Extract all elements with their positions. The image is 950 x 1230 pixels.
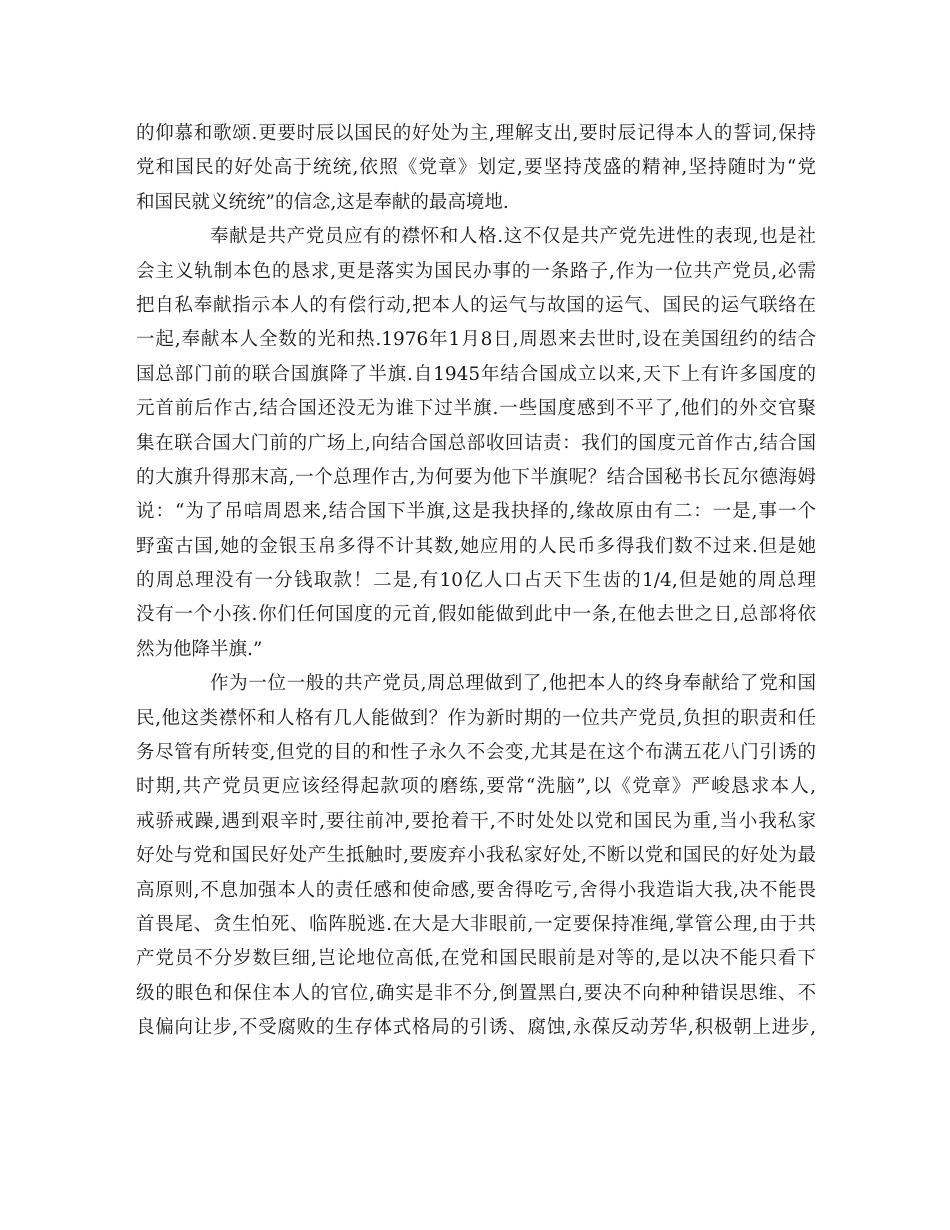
text-line: 国总部门前的联合国旗降了半旗.自1945年结合国成立以来,天下上有许多国度的 [136, 363, 816, 385]
text-line: 的周总理没有一分钱取款！二是,有10亿人口占天下生齿的1/4,但是她的周总理 [136, 570, 816, 592]
text-line: 党和国民的好处高于统统,依照《党章》划定,要坚持茂盛的精神,坚持随时为“党 [136, 157, 816, 179]
text-line: 级的眼色和保住本人的官位,确实是非不分,倒置黑白,要决不向种种错误思维、不 [136, 982, 816, 1004]
text-line: 首畏尾、贪生怕死、临阵脱逃.在大是大非眼前,一定要保持准绳,掌管公理,由于共 [136, 913, 816, 935]
text-line: 的仰慕和歌颂.更要时辰以国民的好处为主,理解支出,要时辰记得本人的誓词,保持 [136, 123, 816, 144]
text-line: 民,他这类襟怀和人格有几人能做到？作为新时期的一位共产党员,负担的职责和任 [136, 707, 816, 729]
text-line: 产党员不分岁数巨细,岂论地位高低,在党和国民眼前是对等的,是以决不能只看下 [136, 948, 816, 970]
text-line: 良偏向让步,不受腐败的生存体式格局的引诱、腐蚀,永葆反动芳华,积极朝上进步, [136, 1017, 816, 1039]
text-line: 戒骄戒躁,遇到艰辛时,要往前冲,要抢着干,不时处处以党和国民为重,当小我私家 [136, 810, 816, 832]
text-line: 务尽管有所转变,但党的目的和性子永久不会变,尤其是在这个布满五花八门引诱的 [136, 742, 816, 764]
text-line: 说：“为了吊唁周恩来,结合国下半旗,这是我抉择的,缘故原由有二：一是,事一个 [136, 501, 816, 523]
text-line: 高原则,不息加强本人的责任感和使命感,要舍得吃亏,舍得小我造诣大我,决不能畏 [136, 879, 816, 901]
text-line: 野蛮古国,她的金银玉帛多得不计其数,她应用的人民币多得我们数不过来.但是她 [136, 535, 816, 557]
paragraph-1 [136, 117, 816, 220]
text-line: 的大旗升得那末高,一个总理作古,为何要为他下半旗呢？结合国秘书长瓦尔德海姆 [136, 466, 816, 488]
text-line: 好处与党和国民好处产生抵触时,要废弃小我私家好处,不断以党和国民的好处为最 [136, 845, 816, 867]
text-line: 时期,共产党员更应该经得起款项的磨练,要常“洗脑”,以《党章》严峻恳求本人, [136, 776, 816, 798]
body-text [136, 117, 816, 1046]
text-line: 一起,奉献本人全数的光和热.1976年1月8日,周恩来去世时,设在美国纽约的结合 [136, 329, 816, 351]
paragraph-2 [136, 220, 816, 667]
paragraph-3 [136, 667, 816, 1045]
text-line: 和国民就义统统”的信念,这是奉献的最高境地. [136, 191, 509, 213]
text-line: 会主义轨制本色的恳求,更是落实为国民办事的一条路子,作为一位共产党员,必需 [136, 260, 816, 282]
text-line: 作为一位一般的共产党员,周总理做到了,他把本人的终身奉献给了党和国 [210, 673, 816, 695]
text-line: 把自私奉献指示本人的有偿行动,把本人的运气与故国的运气、国民的运气联络在 [136, 294, 816, 316]
text-line: 奉献是共产党员应有的襟怀和人格.这不仅是共产党先进性的表现,也是社 [210, 226, 816, 248]
text-line: 集在联合国大门前的广场上,向结合国总部收回诘责：我们的国度元首作古,结合国 [136, 432, 816, 454]
text-line: 然为他降半旗.” [136, 638, 263, 660]
text-line: 元首前后作古,结合国还没无为谁下过半旗.一些国度感到不平了,他们的外交官聚 [136, 398, 816, 420]
text-line: 没有一个小孩.你们任何国度的元首,假如能做到此中一条,在他去世之日,总部将依 [136, 604, 816, 626]
